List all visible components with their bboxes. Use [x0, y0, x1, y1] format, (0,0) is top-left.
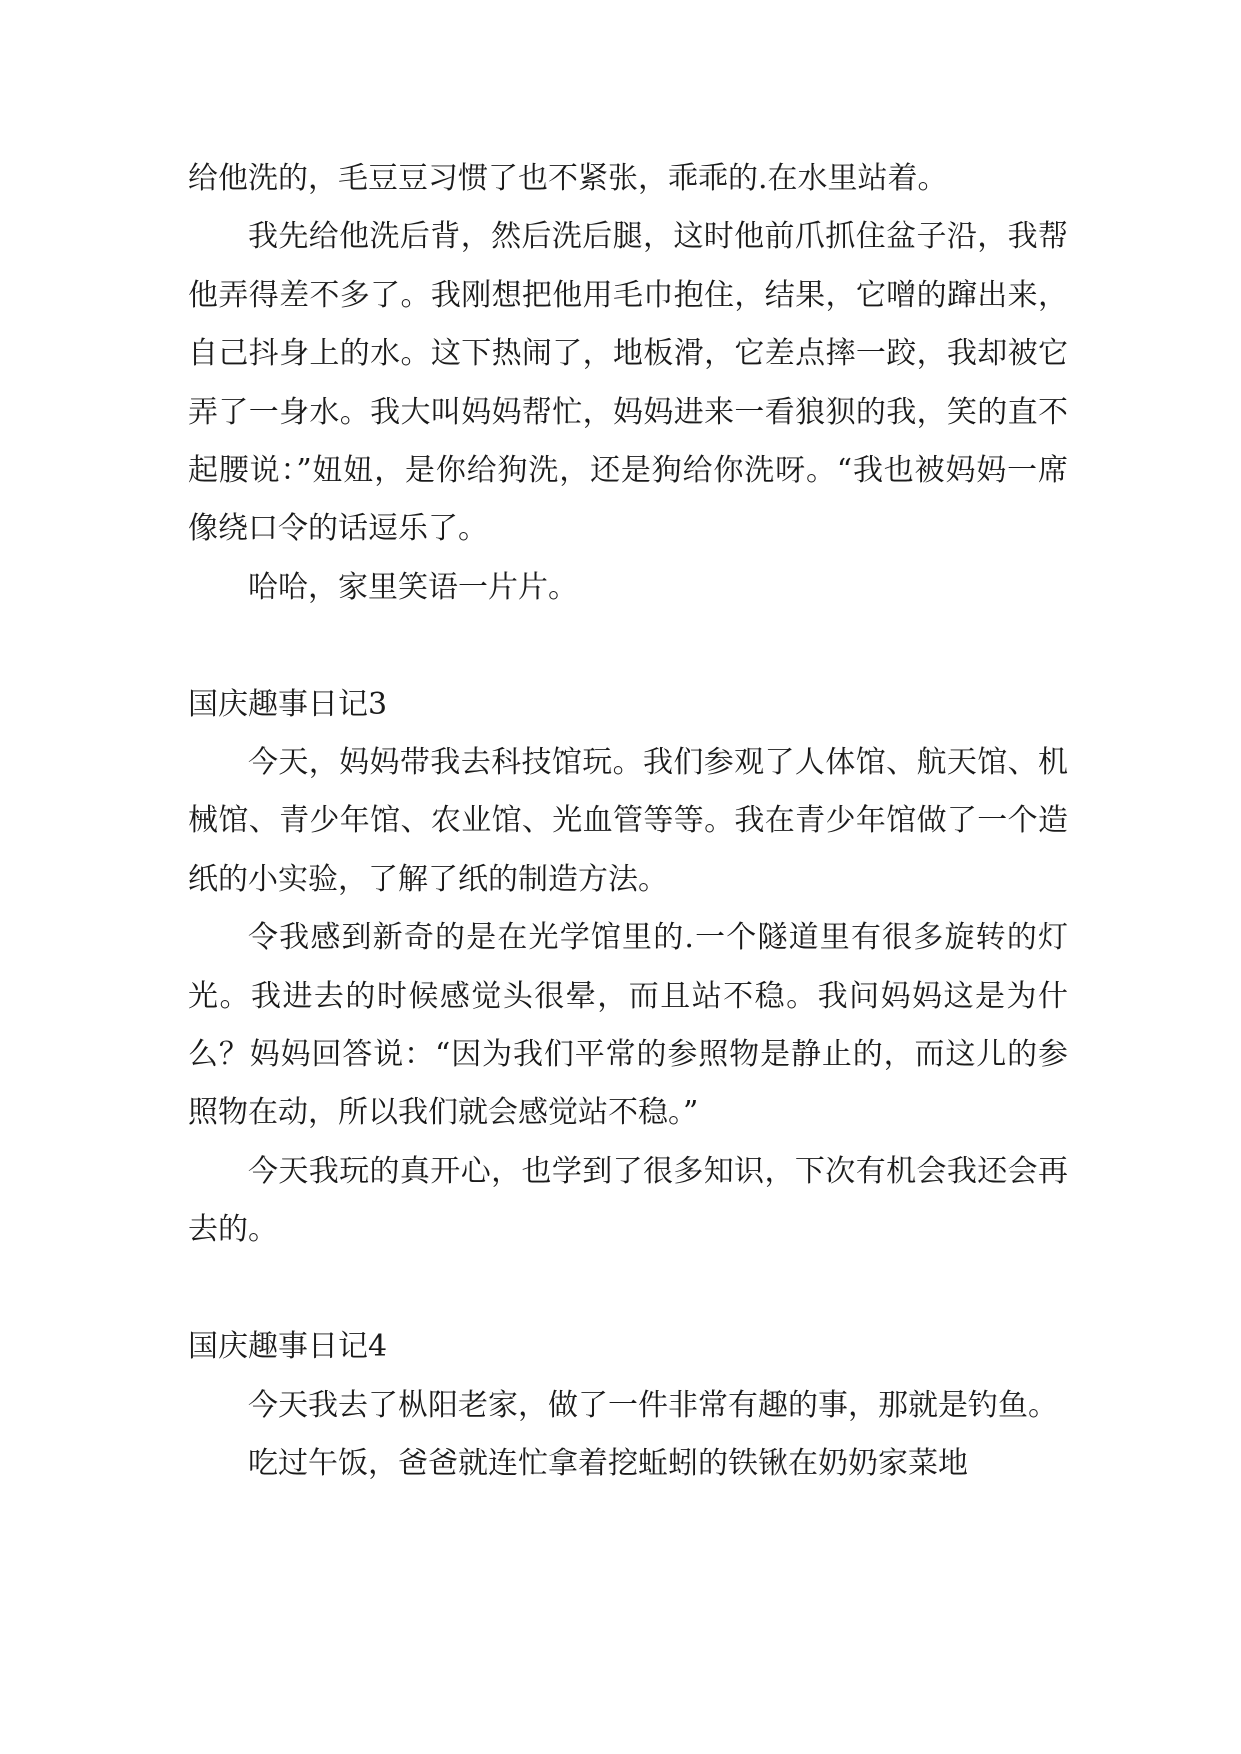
paragraph: 我先给他洗后背，然后洗后腿，这时他前爪抓住盆子沿，我帮他弄得差不多了。我刚想把他用毛巾抱住，结果，它噌的蹿出来，自己抖身上的水。这下热闹了，地板滑，它差点摔一跤，我却被它弄了一身水。我大叫妈妈帮忙，妈妈进来一看狼狈的我，笑的直不起腰说：”妞妞，是你给狗洗，还是狗给你洗呀。“我也被妈妈一席像绕口令的话逗乐了。	[188, 219, 1068, 547]
paragraph: 今天我去了枞阳老家，做了一件非常有趣的事，那就是钓鱼。	[248, 1387, 1058, 1423]
paragraph: 今天我玩的真开心，也学到了很多知识，下次有机会我还会再去的。	[188, 1153, 1068, 1248]
document-page	[188, 150, 1068, 1493]
paragraph: 今天，妈妈带我去科技馆玩。我们参观了人体馆、航天馆、机械馆、青少年馆、农业馆、光血管等等。我在青少年馆做了一个造纸的小实验，了解了纸的制造方法。	[188, 745, 1068, 897]
paragraph: 给他洗的，毛豆豆习惯了也不紧张，乖乖的.在水里站着。	[188, 161, 948, 196]
paragraph: 吃过午饭，爸爸就连忙拿着挖蚯蚓的铁锹在奶奶家菜地	[248, 1445, 968, 1481]
paragraph: 哈哈，家里笑语一片片。	[248, 569, 578, 605]
section-title-3: 国庆趣事日记3	[188, 686, 388, 722]
section-title-4: 国庆趣事日记4	[188, 1329, 388, 1365]
paragraph: 令我感到新奇的是在光学馆里的.一个隧道里有很多旋转的灯光。我进去的时候感觉头很晕，而且站不稳。我问妈妈这是为什么？妈妈回答说：“因为我们平常的参照物是静止的，而这儿的参照物在动，所以我们就会感觉站不稳。”	[188, 920, 1068, 1131]
